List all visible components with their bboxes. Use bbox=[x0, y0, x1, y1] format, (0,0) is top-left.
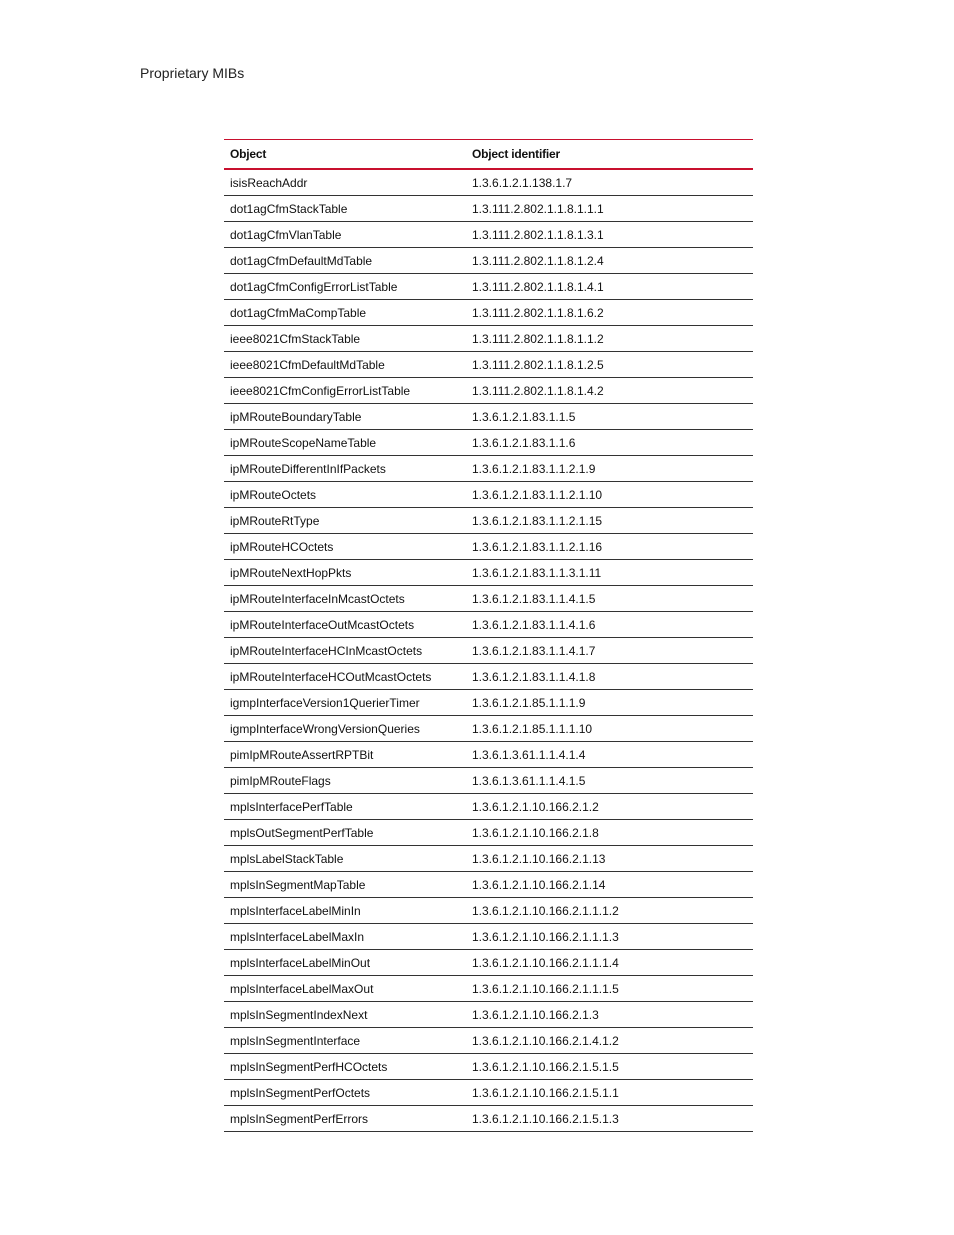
object-name-cell: ipMRouteInterfaceInMcastOctets bbox=[224, 586, 466, 612]
table-row bbox=[224, 482, 753, 508]
object-identifier-cell: 1.3.111.2.802.1.1.8.1.1.1 bbox=[466, 196, 753, 222]
table-body bbox=[224, 169, 753, 1132]
object-name-cell: mplsInSegmentPerfHCOctets bbox=[224, 1054, 466, 1080]
table-row bbox=[224, 820, 753, 846]
object-name-cell: ipMRouteRtType bbox=[224, 508, 466, 534]
object-name-cell: ipMRouteHCOctets bbox=[224, 534, 466, 560]
table-row bbox=[224, 352, 753, 378]
object-name-cell: ipMRouteScopeNameTable bbox=[224, 430, 466, 456]
object-name-cell: mplsInSegmentIndexNext bbox=[224, 1002, 466, 1028]
object-name-cell: mplsInSegmentInterface bbox=[224, 1028, 466, 1054]
object-identifier-cell: 1.3.111.2.802.1.1.8.1.1.2 bbox=[466, 326, 753, 352]
object-name-cell: ipMRouteInterfaceOutMcastOctets bbox=[224, 612, 466, 638]
table-row bbox=[224, 169, 753, 196]
mib-object-table bbox=[224, 139, 753, 1132]
table-row bbox=[224, 1028, 753, 1054]
object-identifier-cell: 1.3.111.2.802.1.1.8.1.6.2 bbox=[466, 300, 753, 326]
object-identifier-cell: 1.3.6.1.2.1.10.166.2.1.8 bbox=[466, 820, 753, 846]
table-header bbox=[224, 140, 753, 170]
object-identifier-cell: 1.3.6.1.2.1.85.1.1.1.10 bbox=[466, 716, 753, 742]
object-name-cell: dot1agCfmStackTable bbox=[224, 196, 466, 222]
table-row bbox=[224, 716, 753, 742]
table-row bbox=[224, 690, 753, 716]
object-identifier-cell: 1.3.6.1.2.1.83.1.1.2.1.15 bbox=[466, 508, 753, 534]
table-row bbox=[224, 950, 753, 976]
table-row bbox=[224, 586, 753, 612]
object-name-cell: ipMRouteInterfaceHCInMcastOctets bbox=[224, 638, 466, 664]
table-row bbox=[224, 430, 753, 456]
table-row bbox=[224, 300, 753, 326]
object-identifier-cell: 1.3.6.1.2.1.83.1.1.2.1.9 bbox=[466, 456, 753, 482]
object-name-cell: mplsInSegmentMapTable bbox=[224, 872, 466, 898]
object-identifier-cell: 1.3.6.1.2.1.10.166.2.1.5.1.5 bbox=[466, 1054, 753, 1080]
object-name-cell: dot1agCfmVlanTable bbox=[224, 222, 466, 248]
table-row bbox=[224, 196, 753, 222]
object-identifier-cell: 1.3.6.1.2.1.10.166.2.1.1.1.2 bbox=[466, 898, 753, 924]
table-row bbox=[224, 898, 753, 924]
object-identifier-cell: 1.3.6.1.2.1.10.166.2.1.1.1.4 bbox=[466, 950, 753, 976]
object-name-cell: ipMRouteInterfaceHCOutMcastOctets bbox=[224, 664, 466, 690]
table-row bbox=[224, 378, 753, 404]
object-identifier-cell: 1.3.6.1.2.1.10.166.2.1.5.1.3 bbox=[466, 1106, 753, 1132]
table-row bbox=[224, 508, 753, 534]
object-identifier-cell: 1.3.6.1.2.1.83.1.1.5 bbox=[466, 404, 753, 430]
table-row bbox=[224, 1002, 753, 1028]
table-row bbox=[224, 222, 753, 248]
object-name-cell: mplsInterfaceLabelMinIn bbox=[224, 898, 466, 924]
table-row bbox=[224, 326, 753, 352]
table-row bbox=[224, 248, 753, 274]
object-name-cell: mplsLabelStackTable bbox=[224, 846, 466, 872]
object-name-cell: ieee8021CfmStackTable bbox=[224, 326, 466, 352]
object-name-cell: ipMRouteBoundaryTable bbox=[224, 404, 466, 430]
object-identifier-cell: 1.3.6.1.2.1.83.1.1.4.1.5 bbox=[466, 586, 753, 612]
object-identifier-cell: 1.3.6.1.2.1.10.166.2.1.1.1.5 bbox=[466, 976, 753, 1002]
table-row bbox=[224, 1106, 753, 1132]
object-identifier-cell: 1.3.6.1.2.1.10.166.2.1.1.1.3 bbox=[466, 924, 753, 950]
table-row bbox=[224, 794, 753, 820]
object-name-cell: dot1agCfmDefaultMdTable bbox=[224, 248, 466, 274]
table-row bbox=[224, 274, 753, 300]
object-identifier-cell: 1.3.111.2.802.1.1.8.1.4.1 bbox=[466, 274, 753, 300]
object-identifier-cell: 1.3.6.1.2.1.85.1.1.1.9 bbox=[466, 690, 753, 716]
object-name-cell: ieee8021CfmConfigErrorListTable bbox=[224, 378, 466, 404]
object-identifier-cell: 1.3.111.2.802.1.1.8.1.4.2 bbox=[466, 378, 753, 404]
object-identifier-cell: 1.3.6.1.2.1.10.166.2.1.14 bbox=[466, 872, 753, 898]
mib-table-container bbox=[224, 139, 753, 1132]
object-name-cell: ieee8021CfmDefaultMdTable bbox=[224, 352, 466, 378]
table-row bbox=[224, 534, 753, 560]
object-identifier-cell: 1.3.111.2.802.1.1.8.1.2.5 bbox=[466, 352, 753, 378]
object-identifier-cell: 1.3.6.1.2.1.83.1.1.4.1.8 bbox=[466, 664, 753, 690]
object-identifier-cell: 1.3.6.1.2.1.138.1.7 bbox=[466, 169, 753, 196]
object-name-cell: igmpInterfaceWrongVersionQueries bbox=[224, 716, 466, 742]
header-row bbox=[224, 140, 753, 170]
object-identifier-cell: 1.3.6.1.2.1.83.1.1.2.1.10 bbox=[466, 482, 753, 508]
object-name-cell: ipMRouteNextHopPkts bbox=[224, 560, 466, 586]
object-name-cell: dot1agCfmMaCompTable bbox=[224, 300, 466, 326]
table-row bbox=[224, 456, 753, 482]
object-name-cell: mplsInSegmentPerfOctets bbox=[224, 1080, 466, 1106]
table-row bbox=[224, 560, 753, 586]
column-header-object-identifier: Object identifier bbox=[466, 140, 753, 170]
table-row bbox=[224, 638, 753, 664]
object-identifier-cell: 1.3.6.1.2.1.10.166.2.1.2 bbox=[466, 794, 753, 820]
object-name-cell: isisReachAddr bbox=[224, 169, 466, 196]
object-identifier-cell: 1.3.6.1.3.61.1.1.4.1.4 bbox=[466, 742, 753, 768]
object-identifier-cell: 1.3.6.1.3.61.1.1.4.1.5 bbox=[466, 768, 753, 794]
object-name-cell: dot1agCfmConfigErrorListTable bbox=[224, 274, 466, 300]
object-identifier-cell: 1.3.6.1.2.1.10.166.2.1.4.1.2 bbox=[466, 1028, 753, 1054]
object-name-cell: pimIpMRouteAssertRPTBit bbox=[224, 742, 466, 768]
object-identifier-cell: 1.3.6.1.2.1.83.1.1.2.1.16 bbox=[466, 534, 753, 560]
object-name-cell: mplsOutSegmentPerfTable bbox=[224, 820, 466, 846]
object-name-cell: igmpInterfaceVersion1QuerierTimer bbox=[224, 690, 466, 716]
page-header: Proprietary MIBs bbox=[140, 65, 245, 81]
table-row bbox=[224, 768, 753, 794]
object-identifier-cell: 1.3.6.1.2.1.10.166.2.1.5.1.1 bbox=[466, 1080, 753, 1106]
object-name-cell: ipMRouteOctets bbox=[224, 482, 466, 508]
object-identifier-cell: 1.3.6.1.2.1.83.1.1.4.1.6 bbox=[466, 612, 753, 638]
object-name-cell: mplsInterfaceLabelMaxOut bbox=[224, 976, 466, 1002]
table-row bbox=[224, 742, 753, 768]
table-row bbox=[224, 924, 753, 950]
table-row bbox=[224, 872, 753, 898]
column-header-object: Object bbox=[224, 140, 466, 170]
object-identifier-cell: 1.3.6.1.2.1.10.166.2.1.3 bbox=[466, 1002, 753, 1028]
table-row bbox=[224, 404, 753, 430]
object-name-cell: mplsInSegmentPerfErrors bbox=[224, 1106, 466, 1132]
object-name-cell: mplsInterfacePerfTable bbox=[224, 794, 466, 820]
object-name-cell: pimIpMRouteFlags bbox=[224, 768, 466, 794]
table-row bbox=[224, 976, 753, 1002]
object-identifier-cell: 1.3.6.1.2.1.10.166.2.1.13 bbox=[466, 846, 753, 872]
object-identifier-cell: 1.3.6.1.2.1.83.1.1.3.1.11 bbox=[466, 560, 753, 586]
object-identifier-cell: 1.3.111.2.802.1.1.8.1.2.4 bbox=[466, 248, 753, 274]
table-row bbox=[224, 846, 753, 872]
table-row bbox=[224, 1054, 753, 1080]
object-identifier-cell: 1.3.6.1.2.1.83.1.1.4.1.7 bbox=[466, 638, 753, 664]
table-row bbox=[224, 1080, 753, 1106]
object-name-cell: ipMRouteDifferentInIfPackets bbox=[224, 456, 466, 482]
object-name-cell: mplsInterfaceLabelMinOut bbox=[224, 950, 466, 976]
object-name-cell: mplsInterfaceLabelMaxIn bbox=[224, 924, 466, 950]
object-identifier-cell: 1.3.6.1.2.1.83.1.1.6 bbox=[466, 430, 753, 456]
object-identifier-cell: 1.3.111.2.802.1.1.8.1.3.1 bbox=[466, 222, 753, 248]
table-row bbox=[224, 664, 753, 690]
table-row bbox=[224, 612, 753, 638]
